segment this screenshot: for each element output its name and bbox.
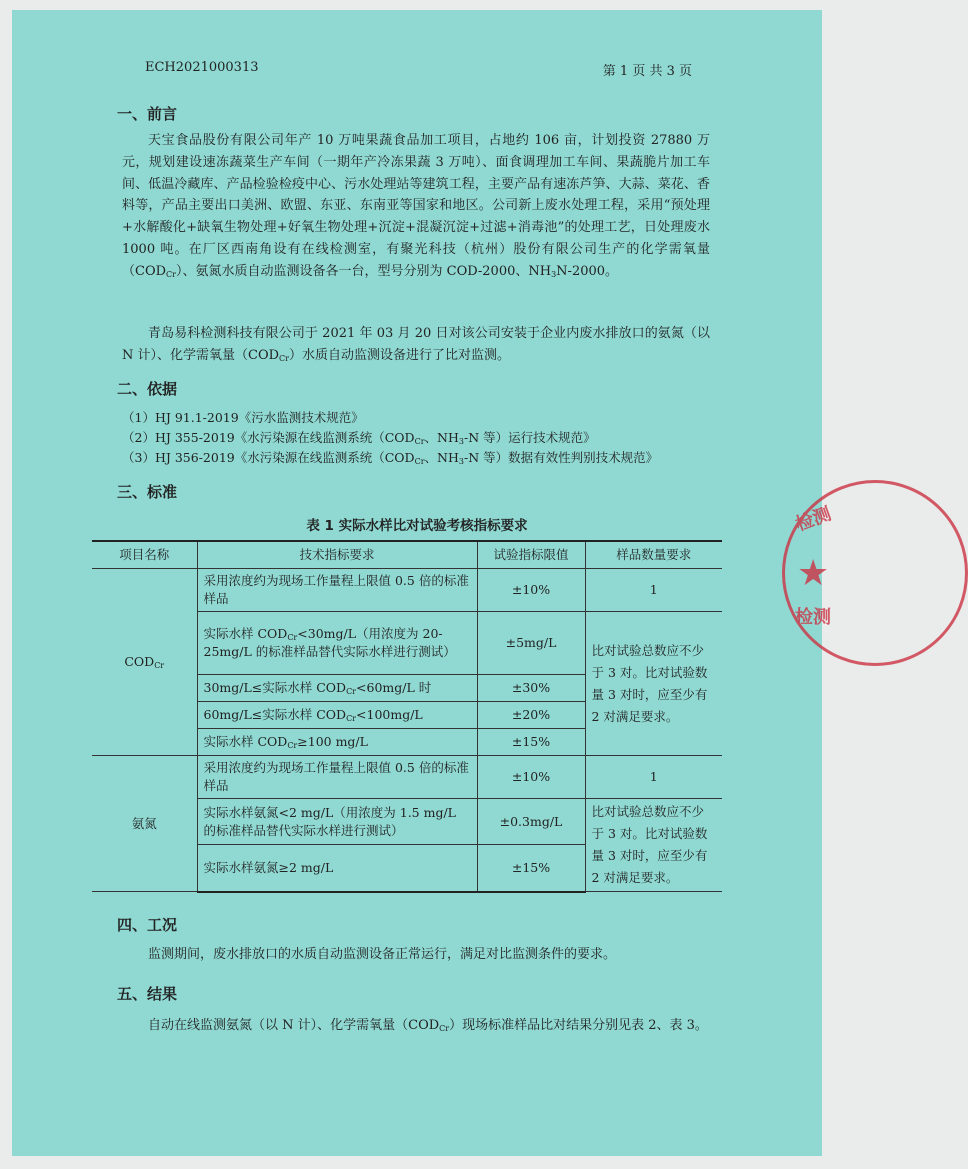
table-header-cell: 样品数量要求 <box>585 541 722 569</box>
section-heading-standard: 三、标准 <box>117 483 178 501</box>
intro-paragraph-1: 天宝食品股份有限公司年产 10 万吨果蔬食品加工项目，占地约 106 亩，计划投资 27880 万元，规划建设速冻蔬菜生产车间（一期年产冷冻果蔬 3 万吨）、面食调理加工车间、果蔬脆片加工车间、低温冷藏库、产品检验检疫中心、污水处理站等建筑工程，主要产品有速冻芦笋、大蒜、菜花、香料等，产品主要出口美洲、欧盟、东亚、东南亚等国家和地区。公司新上废水处理工程，采用“预处理+水解酸化+缺氧生物处理+好氧生物处理+沉淀+混凝沉淀+过滤+消毒池”的处理工艺，日处理废水 1000 吨。在厂区西南角设有在线检测室，有聚光科技（杭州）股份有限公司生产的化学需氧量$(COD_{Cr})$、氨氮水质自动监测设备各一台，型号分别为 COD-2000、$NH_3N-2000$。 <box>122 133 710 279</box>
section-heading-basis: 二、依据 <box>117 380 178 398</box>
table-title: 表 1 实际水样比对试验考核指标要求 <box>306 518 528 534</box>
limit-cell: ±5mg/L <box>477 612 585 675</box>
red-seal-stamp <box>782 480 968 666</box>
limit-cell: ±30% <box>477 675 585 702</box>
section-heading-condition: 四、工况 <box>117 916 178 934</box>
count-cell: 1 <box>585 569 722 612</box>
limit-cell: ±15% <box>477 845 585 892</box>
condition-paragraph: 监测期间，废水排放口的水质自动监测设备正常运行，满足对比监测条件的要求。 <box>148 947 617 962</box>
basis-item-2: （2）HJ 355-2019《水污染源在线监测系统（$COD_{Cr}$、$NH_3-N$ 等）运行技术规范》 <box>122 430 596 446</box>
basis-item-3: （3）HJ 356-2019《水污染源在线监测系统（$COD_{Cr}$、$NH_3-N$ 等）数据有效性判别技术规范》 <box>122 450 659 466</box>
requirement-cell: 采用浓度约为现场工作量程上限值 0.5 倍的标准样品 <box>197 756 477 799</box>
page-header <box>145 60 692 79</box>
requirement-cell: 实际水样氨氮≥2 mg/L <box>197 845 477 892</box>
result-paragraph: 自动在线监测氨氮（以 N 计）、化学需氧量$(COD_{Cr})$现场标准样品比对结果分别见表 2、表 3。 <box>148 1018 708 1033</box>
limit-cell: ±10% <box>477 569 585 612</box>
requirement-cell: 采用浓度约为现场工作量程上限值 0.5 倍的标准样品 <box>197 569 477 612</box>
document-page <box>12 10 835 1156</box>
limit-cell: ±10% <box>477 756 585 799</box>
requirement-cell: 30mg/L≤实际水样 $COD_{Cr}<60mg/L$ 时 <box>197 675 477 702</box>
table-header-row <box>92 541 722 569</box>
page-indicator: 第 1 页 共 3 页 <box>602 64 692 79</box>
requirement-cell: 60mg/L≤实际水样 $COD_{Cr}<100mg/L$ <box>197 702 477 729</box>
limit-cell: ±20% <box>477 702 585 729</box>
table-row <box>92 756 722 799</box>
requirement-cell: 实际水样氨氮<2 mg/L（用浓度为 1.5 mg/L 的标准样品替代实际水样进行测试） <box>197 799 477 845</box>
stamp-text-bottom: 检测 <box>795 607 831 628</box>
item-name-ammonia: 氨氮 <box>92 756 197 892</box>
star-icon: ★ <box>797 553 830 594</box>
limit-cell: ±15% <box>477 729 585 756</box>
document-number: ECH2021000313 <box>145 60 259 75</box>
section-heading-foreword: 一、前言 <box>117 105 178 123</box>
section-heading-result: 五、结果 <box>117 985 178 1003</box>
count-note-ammonia: 比对试验总数应不少于 3 对。比对试验数量 3 对时，应至少有 2 对满足要求。 <box>585 799 722 892</box>
basis-list <box>122 408 722 468</box>
requirement-cell: 实际水样 $COD_{Cr}\ge 100$ mg/L <box>197 729 477 756</box>
intro-paragraph-2: 青岛易科检测科技有限公司于 2021 年 03 月 20 日对该公司安装于企业内废水排放口的氨氮（以 N 计）、化学需氧量$(COD_{Cr})$水质自动监测设备进行了比对监测。 <box>122 326 710 363</box>
item-name-cod: $COD_{Cr}$ <box>92 569 197 756</box>
stamp-text-top: 检测 <box>793 503 835 536</box>
basis-item-1: （1）HJ 91.1-2019《污水监测技术规范》 <box>122 410 364 425</box>
standards-table <box>92 540 722 893</box>
table-header-cell: 试验指标限值 <box>477 541 585 569</box>
count-note-cod: 比对试验总数应不少于 3 对。比对试验数量 3 对时，应至少有 2 对满足要求。 <box>585 612 722 756</box>
limit-cell: ±0.3mg/L <box>477 799 585 845</box>
table-header-cell: 项目名称 <box>92 541 197 569</box>
count-cell: 1 <box>585 756 722 799</box>
table-row <box>92 569 722 612</box>
requirement-cell: 实际水样 $COD_{Cr}<30mg/L$（用浓度为 20-25mg/L 的标准样品替代实际水样进行测试） <box>197 612 477 675</box>
table-header-cell: 技术指标要求 <box>197 541 477 569</box>
